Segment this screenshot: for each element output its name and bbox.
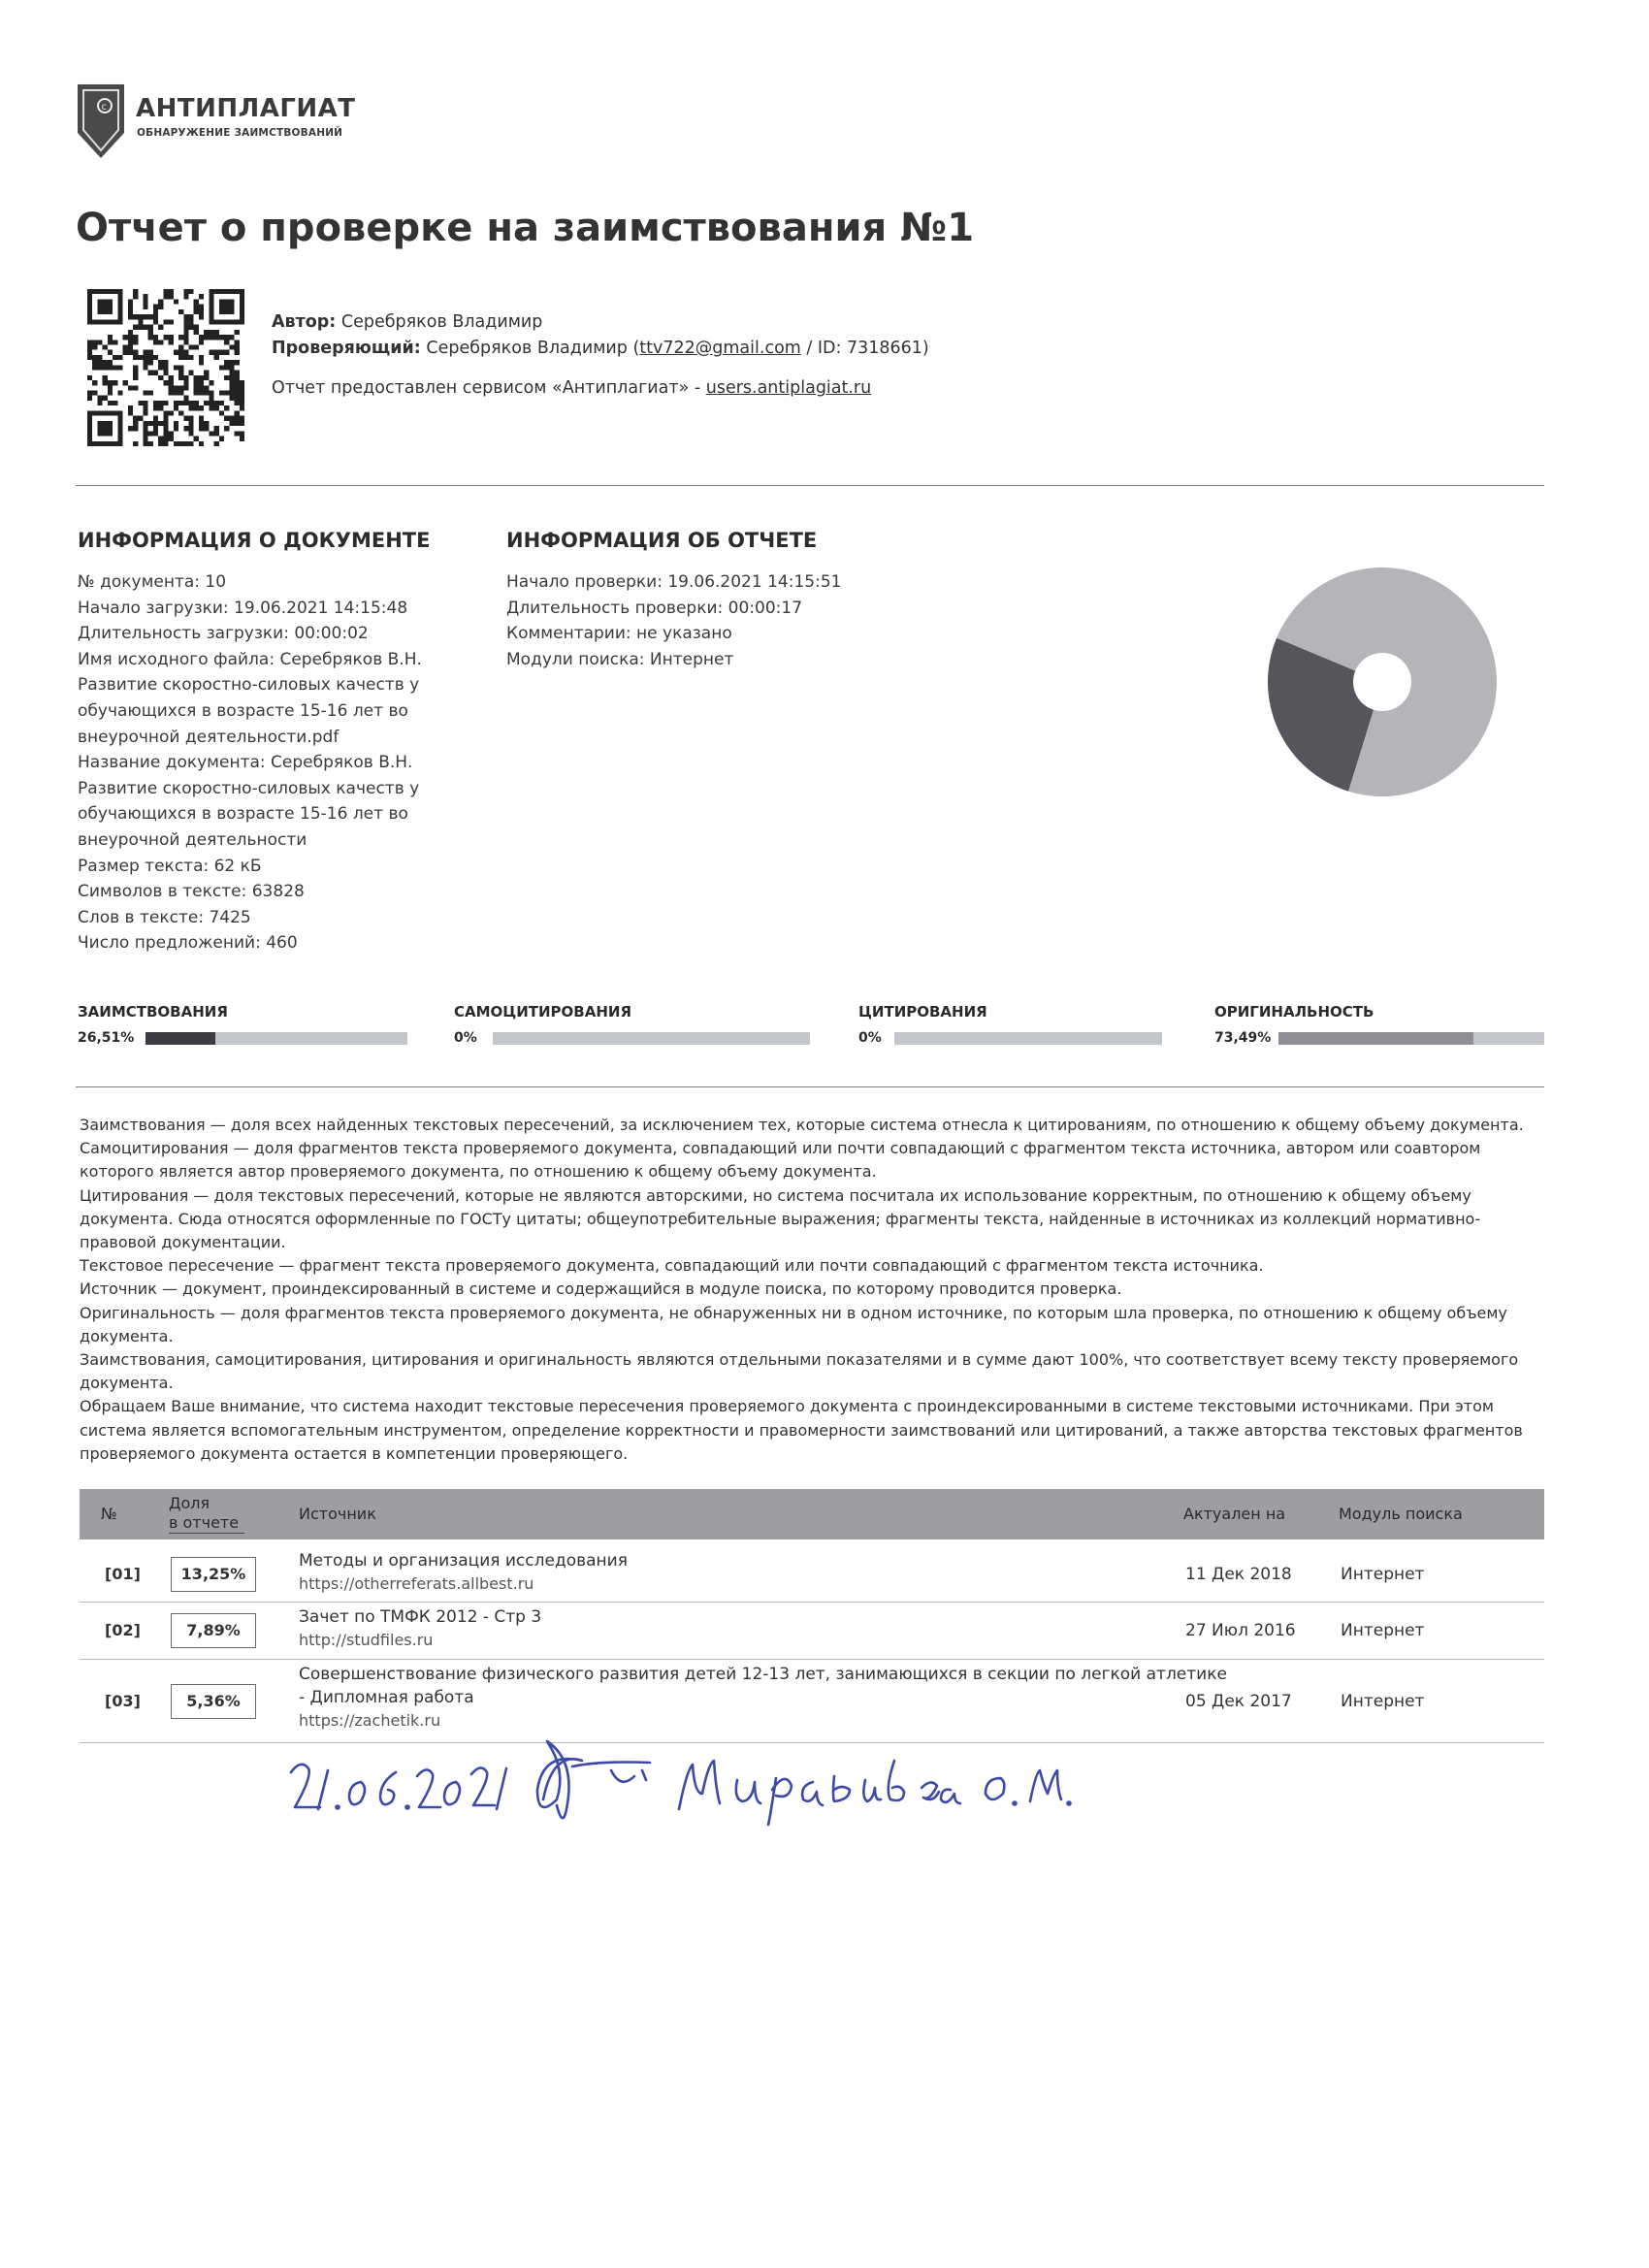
row-number: [01] (105, 1565, 141, 1583)
source-title[interactable]: Методы и организация исследования (299, 1551, 628, 1571)
source-title-continued: - Дипломная работа (299, 1688, 474, 1707)
definition-paragraph: Обращаем Ваше внимание, что система находит текстовые пересечения проверяемого документа с проиндексированными в системе текстовыми источниками. При этом система является вспомогательным инструментом, определение корректности и правомерности заимствований или цитирований, а также авторства текстовых фрагментов проверяемого документа остается в компетенции проверяющего. (80, 1397, 1523, 1463)
source-module: Интернет (1341, 1565, 1425, 1584)
checker-label: Проверяющий: (272, 339, 421, 358)
metric-progress-fill (146, 1032, 215, 1045)
metric-label: ЦИТИРОВАНИЯ (858, 1003, 987, 1021)
qr-code-icon (87, 289, 244, 446)
source-module: Интернет (1341, 1692, 1425, 1711)
report-info-list (506, 569, 841, 672)
metric-value: 26,51% (78, 1030, 135, 1046)
doc-info-line: Слов в тексте: 7425 (78, 907, 251, 927)
share-badge: 5,36% (171, 1684, 256, 1719)
header-source: Источник (299, 1505, 376, 1523)
report-info-line: Длительность проверки: 00:00:17 (506, 598, 803, 618)
doc-info-list (78, 569, 422, 956)
metric-value: 0% (858, 1030, 882, 1046)
doc-info-line: Имя исходного файла: Серебряков В.Н. (78, 649, 422, 669)
doc-info-line: Длительность загрузки: 00:00:02 (78, 624, 369, 644)
definition-paragraph: Источник — документ, проиндексированный в системе и содержащийся в модуле поиска, по которому проводится проверка. (80, 1280, 1122, 1299)
report-info-line: Модули поиска: Интернет (506, 649, 734, 669)
doc-info-line: обучающихся в возрасте 15-16 лет во (78, 700, 408, 721)
share-badge: 13,25% (171, 1557, 256, 1592)
table-row[interactable] (80, 1659, 1544, 1743)
report-info-heading: ИНФОРМАЦИЯ ОБ ОТЧЕТЕ (506, 529, 818, 552)
metric-label: ОРИГИНАЛЬНОСТЬ (1214, 1003, 1374, 1021)
checker-id: / ID: 7318661) (806, 339, 929, 358)
row-number: [02] (105, 1621, 141, 1639)
report-info-line: Комментарии: не указано (506, 624, 732, 644)
definition-paragraph: Текстовое пересечение — фрагмент текста проверяемого документа, совпадающий или почти совпадающий с фрагментом текста источника. (80, 1256, 1264, 1276)
doc-info-line: Начало загрузки: 19.06.2021 14:15:48 (78, 598, 408, 618)
pie-center-hole (1353, 653, 1411, 711)
doc-info-line: Развитие скоростно-силовых качеств у (78, 778, 420, 798)
source-url[interactable]: https://otherreferats.allbest.ru (299, 1574, 534, 1593)
doc-info-line: внеурочной деятельности (78, 829, 307, 850)
doc-info-line: Размер текста: 62 кБ (78, 856, 262, 876)
metric-progress-bar (146, 1032, 407, 1045)
definitions-block (80, 1114, 1544, 1466)
source-date: 05 Дек 2017 (1185, 1692, 1292, 1711)
checker-name: Серебряков Владимир (426, 339, 628, 358)
author-value: Серебряков Владимир (340, 312, 543, 332)
doc-info-line: Символов в тексте: 63828 (78, 882, 305, 902)
divider (76, 485, 1544, 486)
definition-paragraph: Оригинальность — доля фрагментов текста проверяемого документа, не обнаруженных ни в одном источнике, по которым шла проверка, по отношению к общему объему документа. (80, 1303, 1507, 1345)
report-info-line: Начало проверки: 19.06.2021 14:15:51 (506, 572, 842, 592)
share-badge: 7,89% (171, 1613, 256, 1648)
definition-paragraph: Самоцитирования — доля фрагментов текста проверяемого документа, совпадающий или почти совпадающий с фрагментом текста источника, автором или соавтором которого является автор проверяемого документа, по отношению к общему объему документа. (80, 1139, 1481, 1182)
divider (76, 1086, 1544, 1087)
service-text: Отчет предоставлен сервисом «Антиплагиат» - (272, 378, 701, 398)
checker-line: Проверяющий: Серебряков Владимир (ttv722@gmail.com / ID: 7318661) (272, 339, 929, 358)
doc-info-line: № документа: 10 (78, 572, 227, 592)
antiplagiat-logo (76, 82, 386, 170)
source-url[interactable]: http://studfiles.ru (299, 1631, 434, 1649)
shield-logo-icon (76, 82, 126, 160)
service-line (272, 378, 871, 398)
author-line (272, 312, 542, 332)
logo-subtitle: ОБНАРУЖЕНИЕ ЗАИМСТВОВАНИЙ (137, 127, 343, 139)
originality-pie-chart (1261, 561, 1504, 803)
logo-title: АНТИПЛАГИАТ (136, 94, 356, 123)
metric-label: САМОЦИТИРОВАНИЯ (454, 1003, 631, 1021)
definition-paragraph: Заимствования, самоцитирования, цитирования и оригинальность являются отдельными показателями и в сумме дают 100%, что соответствует всему тексту проверяемого документа. (80, 1350, 1519, 1393)
doc-info-line: Название документа: Серебряков В.Н. (78, 753, 413, 773)
doc-info-line: Число предложений: 460 (78, 933, 298, 954)
metric-value: 73,49% (1214, 1030, 1272, 1046)
doc-info-heading: ИНФОРМАЦИЯ О ДОКУМЕНТЕ (78, 529, 431, 552)
metric-progress-bar (1278, 1032, 1544, 1045)
definition-paragraph: Цитирования — доля текстовых пересечений, которые не являются авторскими, но система посчитала их использование корректным, по отношению к общему объему документа. Сюда относятся оформленные по ГОСТу цитаты; общеупотребительные выражения; фрагменты текста, найденные в источниках из коллекций нормативно-правовой документации. (80, 1185, 1481, 1252)
source-date: 27 Июл 2016 (1185, 1621, 1296, 1640)
header-share: Доля в отчете (169, 1494, 244, 1534)
header-module: Модуль поиска (1339, 1505, 1463, 1523)
source-module: Интернет (1341, 1621, 1425, 1640)
header-date: Актуален на (1183, 1505, 1286, 1523)
doc-info-line: внеурочной деятельности.pdf (78, 727, 340, 747)
source-date: 11 Дек 2018 (1185, 1565, 1292, 1584)
source-title[interactable]: Совершенствование физического развития детей 12-13 лет, занимающихся в секции по легкой атлетике (299, 1665, 1227, 1684)
metric-value: 0% (454, 1030, 477, 1046)
source-url[interactable]: https://zachetik.ru (299, 1711, 441, 1730)
source-title[interactable]: Зачет по ТМФК 2012 - Стр 3 (299, 1607, 542, 1627)
svg-text:c: c (101, 102, 107, 113)
table-header (80, 1489, 1544, 1539)
header-num: № (101, 1505, 117, 1523)
table-row[interactable] (80, 1545, 1544, 1603)
metric-progress-bar (493, 1032, 810, 1045)
row-number: [03] (105, 1692, 141, 1710)
report-title: Отчет о проверке на заимствования №1 (76, 206, 975, 250)
definition-paragraph: Заимствования — доля всех найденных текстовых пересечений, за исключением тех, которые система отнесла к цитированиям, по отношению к общему объему документа. (80, 1116, 1524, 1134)
metric-progress-bar (894, 1032, 1162, 1045)
doc-info-line: обучающихся в возрасте 15-16 лет во (78, 804, 408, 825)
table-row[interactable] (80, 1602, 1544, 1660)
author-label: Автор: (272, 312, 337, 332)
metric-label: ЗАИМСТВОВАНИЯ (78, 1003, 228, 1021)
service-url-link[interactable]: users.antiplagiat.ru (705, 378, 872, 398)
checker-email-link[interactable]: ttv722@gmail.com (639, 339, 801, 358)
doc-info-line: Развитие скоростно-силовых качеств у (78, 675, 420, 696)
metric-progress-fill (1278, 1032, 1473, 1045)
handwritten-signature (281, 1732, 1212, 1829)
